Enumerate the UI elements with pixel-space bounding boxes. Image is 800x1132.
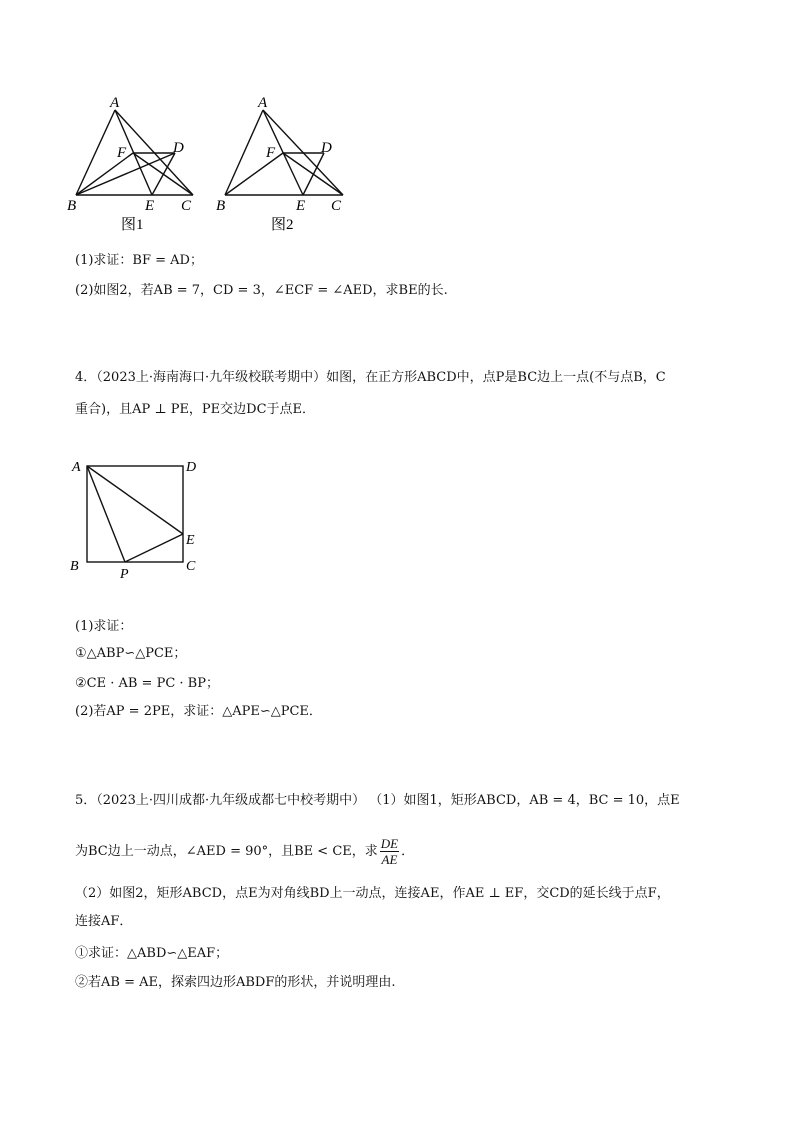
q4-label-e: E (186, 533, 195, 548)
fig2-label-d: D (321, 140, 332, 156)
fig1-caption: 图1 (121, 217, 144, 233)
fig2-label-b: B (216, 198, 226, 214)
q4-label-c: C (186, 559, 196, 574)
q4-part1-a: ①△ABP∽△PCE； (75, 646, 187, 661)
q4-part1-b: ②CE · AB = PC · BP； (75, 676, 219, 691)
fig1-label-c: C (181, 198, 192, 214)
q5-stem-line2-post: ． (401, 844, 415, 859)
q4-label-a: A (72, 460, 81, 475)
q3-part2: (2)如图2，若AB = 7，CD = 3，∠ECF = ∠AED，求BE的长. (75, 283, 448, 298)
fig1-label-b: B (67, 198, 77, 214)
q4-part2: (2)若AP = 2PE，求证：△APE∽△PCE． (75, 704, 322, 719)
fraction-denominator: AE (381, 852, 398, 867)
square-diagram (87, 466, 183, 562)
q4-stem-line2: 重合)，且AP ⊥ PE，PE交边DC于点E． (75, 402, 316, 417)
q4-label-b: B (70, 559, 79, 574)
q4-label-d: D (186, 460, 197, 475)
q5-stem-line1: 5．（2023上·四川成都·九年级成都七中校考期中） （1）如图1，矩形ABCD，AB = 4，BC = 10，点E (75, 793, 680, 808)
q5-stem-line2-pre: 为BC边上一动点，∠AED = 90°，且BE < CE，求 (75, 844, 378, 859)
fig1-label-d: D (173, 140, 184, 156)
q5-part2-b: ②若AB = AE，探索四边形ABDF的形状，并说明理由. (75, 975, 396, 990)
q4-figure (62, 455, 212, 585)
fig2-label-c: C (331, 198, 342, 214)
q4-part1: (1)求证： (75, 619, 133, 634)
fig2-label-a: A (258, 95, 268, 111)
fig1-label-f: F (117, 145, 127, 161)
fig1-label-a: A (110, 95, 120, 111)
q5-stem-line2 (75, 836, 414, 868)
fig2-label-f: F (266, 145, 276, 161)
q3-part1: (1)求证：BF = AD； (75, 253, 203, 268)
fraction-numerator: DE (380, 836, 399, 851)
fraction-de-over-ae (380, 836, 399, 867)
q5-part2-a: ①求证：△ABD∽△EAF； (75, 946, 229, 961)
q5-part2-line1: （2）如图2，矩形ABCD，点E为对角线BD上一动点，连接AE，作AE ⊥ EF，交CD的延长线于点F， (75, 886, 670, 901)
q4-stem-line1: 4．（2023上·海南海口·九年级校联考期中）如图，在正方形ABCD中，点P是BC边上一点(不与点B，C (75, 370, 666, 385)
fig2-caption: 图2 (271, 217, 294, 233)
q5-part2-line2: 连接AF． (75, 914, 133, 929)
fig2-label-e: E (296, 198, 306, 214)
top-figures (60, 88, 360, 238)
q4-label-p: P (120, 567, 129, 582)
fig1-label-e: E (145, 198, 155, 214)
